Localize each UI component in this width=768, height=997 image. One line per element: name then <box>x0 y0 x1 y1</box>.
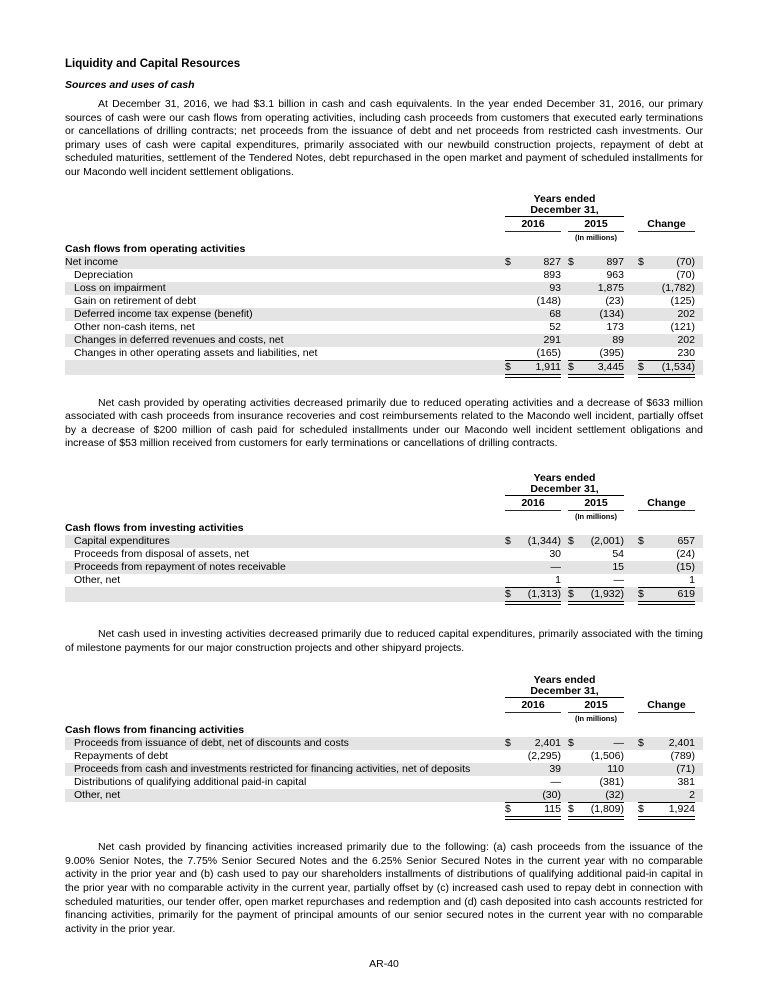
years-ended-heading: Years ended <box>533 471 596 484</box>
table-total-row <box>65 802 703 817</box>
value-group <box>638 561 695 574</box>
section-title: Cash flows from investing activities <box>65 521 244 534</box>
value-cell: — <box>550 560 561 573</box>
value-group <box>638 321 695 334</box>
value-group <box>568 750 624 763</box>
value-cell: 1,911 <box>535 360 561 373</box>
table-row <box>65 295 703 308</box>
table-row <box>65 737 703 750</box>
dollar-sign: $ <box>568 534 574 547</box>
december-31-heading: December 31, <box>505 204 624 217</box>
value-group <box>505 737 561 750</box>
value-cell: 39 <box>549 763 561 776</box>
value-cell: 93 <box>549 281 561 294</box>
table-row <box>65 789 703 802</box>
table-section-row <box>65 243 703 256</box>
value-group <box>638 295 695 308</box>
column-header-change: Change <box>638 698 695 713</box>
table-body <box>65 737 703 817</box>
table-row <box>65 321 703 334</box>
value-cell: (32) <box>605 789 624 802</box>
value-group <box>568 334 624 347</box>
in-millions-note: (In millions) <box>574 232 618 242</box>
row-label: Proceeds from disposal of assets, net <box>74 547 250 560</box>
table-row <box>65 750 703 763</box>
value-cell: 115 <box>544 803 561 816</box>
value-cell: 963 <box>606 268 624 281</box>
value-group <box>568 308 624 321</box>
value-group <box>638 802 695 820</box>
section-title: Cash flows from operating activities <box>65 242 246 255</box>
value-cell: (165) <box>536 346 561 359</box>
row-label: Other, net <box>74 789 121 802</box>
table-body <box>65 256 703 375</box>
value-group <box>638 347 695 361</box>
dollar-sign: $ <box>505 587 511 600</box>
value-group <box>505 308 561 321</box>
value-group <box>505 321 561 334</box>
value-group <box>505 763 561 776</box>
dollar-sign: $ <box>505 255 511 268</box>
value-cell: (1,932) <box>590 587 624 600</box>
value-cell: (70) <box>676 268 695 281</box>
value-group <box>505 295 561 308</box>
value-group <box>638 750 695 763</box>
value-cell: 827 <box>543 255 561 268</box>
value-group <box>568 347 624 361</box>
row-label: Deferred income tax expense (benefit) <box>74 307 253 320</box>
section-title: Cash flows from financing activities <box>65 724 245 737</box>
value-cell: (30) <box>542 789 561 802</box>
value-group <box>638 282 695 295</box>
value-group <box>505 587 561 605</box>
value-cell: 230 <box>677 346 695 359</box>
december-31-heading: December 31, <box>505 483 624 496</box>
value-group <box>568 802 624 820</box>
value-cell: 1 <box>555 573 561 586</box>
value-cell: 893 <box>543 268 561 281</box>
table-section-row <box>65 522 703 535</box>
dollar-sign: $ <box>638 737 644 750</box>
value-group <box>568 587 624 605</box>
value-cell: 1,924 <box>668 803 695 816</box>
value-group <box>568 282 624 295</box>
table-row <box>65 561 703 574</box>
column-header-2016: 2016 <box>505 496 561 511</box>
in-millions-note: (In millions) <box>574 714 618 724</box>
december-31-heading: December 31, <box>505 685 624 698</box>
dollar-sign: $ <box>638 534 644 547</box>
value-group <box>638 587 695 605</box>
row-label: Distributions of qualifying additional paid-in capital <box>74 776 307 789</box>
page-title: Liquidity and Capital Resources <box>65 58 241 70</box>
paragraph-sources-uses: At December 31, 2016, we had $3.1 billion in cash and cash equivalents. In the year ended December 31, 2016, our primary sources of cash were our cash flows from operating activities, including cash proceeds from customers that executed early terminations or cancellations of drilling contracts; net proceeds from the issuance of debt and net proceeds from restricted cash investments. Our primary uses of cash were capital expenditures, primarily associated with our newbuild construction projects, repayment of debt at scheduled maturities, settlement of the Tendered Notes, debt repurchased in the open market and payment of scheduled installments for our Macondo well incident settlement obligations. <box>65 98 703 178</box>
table-row <box>65 308 703 321</box>
value-cell: (395) <box>599 346 624 359</box>
table-total-row <box>65 360 703 375</box>
dollar-sign: $ <box>505 737 511 750</box>
value-cell: — <box>550 776 561 789</box>
value-group <box>505 535 561 548</box>
row-label: Loss on impairment <box>74 281 166 294</box>
value-cell: (125) <box>670 294 695 307</box>
value-group <box>505 789 561 803</box>
row-label: Proceeds from issuance of debt, net of discounts and costs <box>74 737 349 750</box>
value-group <box>638 535 695 548</box>
value-group <box>568 574 624 588</box>
value-group <box>638 548 695 561</box>
row-label: Other non-cash items, net <box>74 320 195 333</box>
value-group <box>568 763 624 776</box>
dollar-sign: $ <box>505 803 511 816</box>
years-ended-heading: Years ended <box>533 674 596 687</box>
value-group <box>568 256 624 269</box>
value-group <box>568 321 624 334</box>
value-cell: (15) <box>676 560 695 573</box>
row-label: Proceeds from repayment of notes receivable <box>74 560 286 573</box>
value-cell: 2 <box>689 789 695 802</box>
table-row <box>65 548 703 561</box>
value-group <box>638 308 695 321</box>
value-cell: — <box>613 737 624 750</box>
value-cell: (381) <box>599 776 624 789</box>
column-header-2015: 2015 <box>568 217 624 232</box>
dollar-sign: $ <box>505 534 511 547</box>
table-header <box>65 473 703 522</box>
value-cell: 68 <box>549 307 561 320</box>
value-group <box>568 269 624 282</box>
cash-flow-table <box>65 675 703 817</box>
table-header <box>65 194 703 243</box>
value-group <box>505 282 561 295</box>
table-row <box>65 269 703 282</box>
column-header-2016: 2016 <box>505 217 561 232</box>
dollar-sign: $ <box>568 737 574 750</box>
dollar-sign: $ <box>568 255 574 268</box>
column-header-change: Change <box>638 217 695 232</box>
value-group <box>568 535 624 548</box>
value-cell: (148) <box>536 294 561 307</box>
value-cell: 54 <box>612 547 624 560</box>
value-cell: 897 <box>606 255 624 268</box>
value-cell: 2,401 <box>534 737 561 750</box>
dollar-sign: $ <box>638 587 644 600</box>
dollar-sign: $ <box>505 360 511 373</box>
table-row <box>65 334 703 347</box>
value-cell: (1,809) <box>590 803 624 816</box>
column-header-2015: 2015 <box>568 496 624 511</box>
cash-flow-table <box>65 473 703 602</box>
value-cell: 202 <box>677 307 695 320</box>
row-label: Other, net <box>74 573 121 586</box>
paragraph-operating-commentary: Net cash provided by operating activities decreased primarily due to reduced operating activities and a decrease of $633 million associated with cash proceeds from insurance recoveries and cost reimbursements related to the Macondo well incident, partially offset by a decrease of $200 million of cash paid for scheduled installments under our Macondo well incident settlement obligations and increase of $53 million received from customers for early terminations or cancellations of drilling contracts. <box>65 396 703 450</box>
value-cell: (2,001) <box>590 534 624 547</box>
row-label: Gain on retirement of debt <box>74 294 196 307</box>
table-row <box>65 763 703 776</box>
value-group <box>568 789 624 803</box>
value-cell: 619 <box>677 587 695 600</box>
row-label: Capital expenditures <box>74 534 170 547</box>
value-cell: (1,782) <box>661 281 695 294</box>
dollar-sign: $ <box>638 255 644 268</box>
dollar-sign: $ <box>568 803 574 816</box>
value-cell: 2,401 <box>668 737 695 750</box>
footer-page-number: AR-40 <box>369 958 399 971</box>
column-header-change: Change <box>638 496 695 511</box>
value-cell: (23) <box>605 294 624 307</box>
value-cell: 1,875 <box>597 281 624 294</box>
value-group <box>638 776 695 789</box>
paragraph-investing-commentary: Net cash used in investing activities decreased primarily due to reduced capital expenditures, primarily associated with the timing of milestone payments for our major construction projects and other shipyard projects. <box>65 627 703 654</box>
value-group <box>505 347 561 361</box>
cash-flow-table <box>65 194 703 375</box>
value-cell: 381 <box>677 776 695 789</box>
row-label: Proceeds from cash and investments restricted for financing activities, net of deposits <box>74 763 471 776</box>
column-header-2015: 2015 <box>568 698 624 713</box>
value-cell: (70) <box>676 255 695 268</box>
value-cell: (121) <box>670 320 695 333</box>
value-cell: (789) <box>670 750 695 763</box>
value-group <box>638 360 695 378</box>
value-cell: (71) <box>676 763 695 776</box>
value-group <box>568 737 624 750</box>
value-cell: (1,506) <box>590 750 624 763</box>
value-cell: (24) <box>676 547 695 560</box>
value-group <box>638 334 695 347</box>
value-group <box>568 295 624 308</box>
value-group <box>505 256 561 269</box>
value-group <box>638 737 695 750</box>
table-row <box>65 347 703 360</box>
value-group <box>568 776 624 789</box>
value-group <box>505 776 561 789</box>
value-cell: 3,445 <box>597 360 624 373</box>
value-group <box>568 360 624 378</box>
table-row <box>65 535 703 548</box>
value-cell: — <box>613 573 624 586</box>
table-row <box>65 574 703 587</box>
row-label: Depreciation <box>74 268 133 281</box>
value-cell: 173 <box>606 320 624 333</box>
value-cell: 291 <box>543 333 561 346</box>
value-group <box>638 763 695 776</box>
dollar-sign: $ <box>638 803 644 816</box>
value-group <box>638 256 695 269</box>
table-header <box>65 675 703 724</box>
column-header-2016: 2016 <box>505 698 561 713</box>
dollar-sign: $ <box>638 360 644 373</box>
value-group <box>505 561 561 574</box>
in-millions-note: (In millions) <box>574 511 618 521</box>
row-label: Changes in other operating assets and liabilities, net <box>74 346 318 359</box>
dollar-sign: $ <box>568 360 574 373</box>
value-cell: 202 <box>677 333 695 346</box>
investing-activities-table-slot <box>65 473 703 602</box>
value-group <box>638 269 695 282</box>
value-cell: (1,344) <box>527 534 561 547</box>
value-group <box>505 548 561 561</box>
years-ended-heading: Years ended <box>533 192 596 205</box>
value-cell: 15 <box>612 560 624 573</box>
value-cell: 89 <box>612 333 624 346</box>
value-cell: (1,534) <box>661 360 695 373</box>
value-group <box>568 548 624 561</box>
value-group <box>505 334 561 347</box>
dollar-sign: $ <box>568 587 574 600</box>
section-subtitle: Sources and uses of cash <box>65 79 195 91</box>
value-cell: 52 <box>549 320 561 333</box>
value-group <box>505 750 561 763</box>
financing-activities-table-slot <box>65 675 703 817</box>
paragraph-financing-commentary: Net cash provided by financing activities increased primarily due to the following: (a) cash proceeds from the issuance of the 9.00% Senior Notes, the 7.75% Senior Secured Notes and the 6.25% Senior Secured Notes in the current year with no comparable activity in the prior year and (b) cash used to pay our shareholders installments of distributions of qualifying additional paid-in capital in the prior year with no comparable activity in the current year, partially offset by (c) increased cash used to repay debt in connection with scheduled maturities, our tender offer, open market repurchases and redemption and (d) cash deposited into cash accounts restricted for financing activities, primarily for the payment of principal amounts of our senior secured notes in the current year with no comparable activity in the prior year. <box>65 841 703 935</box>
value-cell: 1 <box>689 573 695 586</box>
value-group <box>505 269 561 282</box>
value-cell: (2,295) <box>527 750 561 763</box>
table-row <box>65 776 703 789</box>
value-group <box>505 802 561 820</box>
value-group <box>568 561 624 574</box>
table-body <box>65 535 703 602</box>
value-cell: (134) <box>599 307 624 320</box>
value-cell: 30 <box>549 547 561 560</box>
value-group <box>638 789 695 803</box>
value-cell: (1,313) <box>527 587 561 600</box>
operating-activities-table-slot <box>65 194 703 375</box>
table-row <box>65 256 703 269</box>
value-cell: 657 <box>677 534 695 547</box>
value-group <box>505 574 561 588</box>
value-group <box>638 574 695 588</box>
row-label: Changes in deferred revenues and costs, net <box>74 333 284 346</box>
value-group <box>505 360 561 378</box>
table-section-row <box>65 724 703 737</box>
row-label: Net income <box>65 255 119 268</box>
table-row <box>65 282 703 295</box>
row-label: Repayments of debt <box>74 750 168 763</box>
value-cell: 110 <box>607 763 624 776</box>
table-total-row <box>65 587 703 602</box>
